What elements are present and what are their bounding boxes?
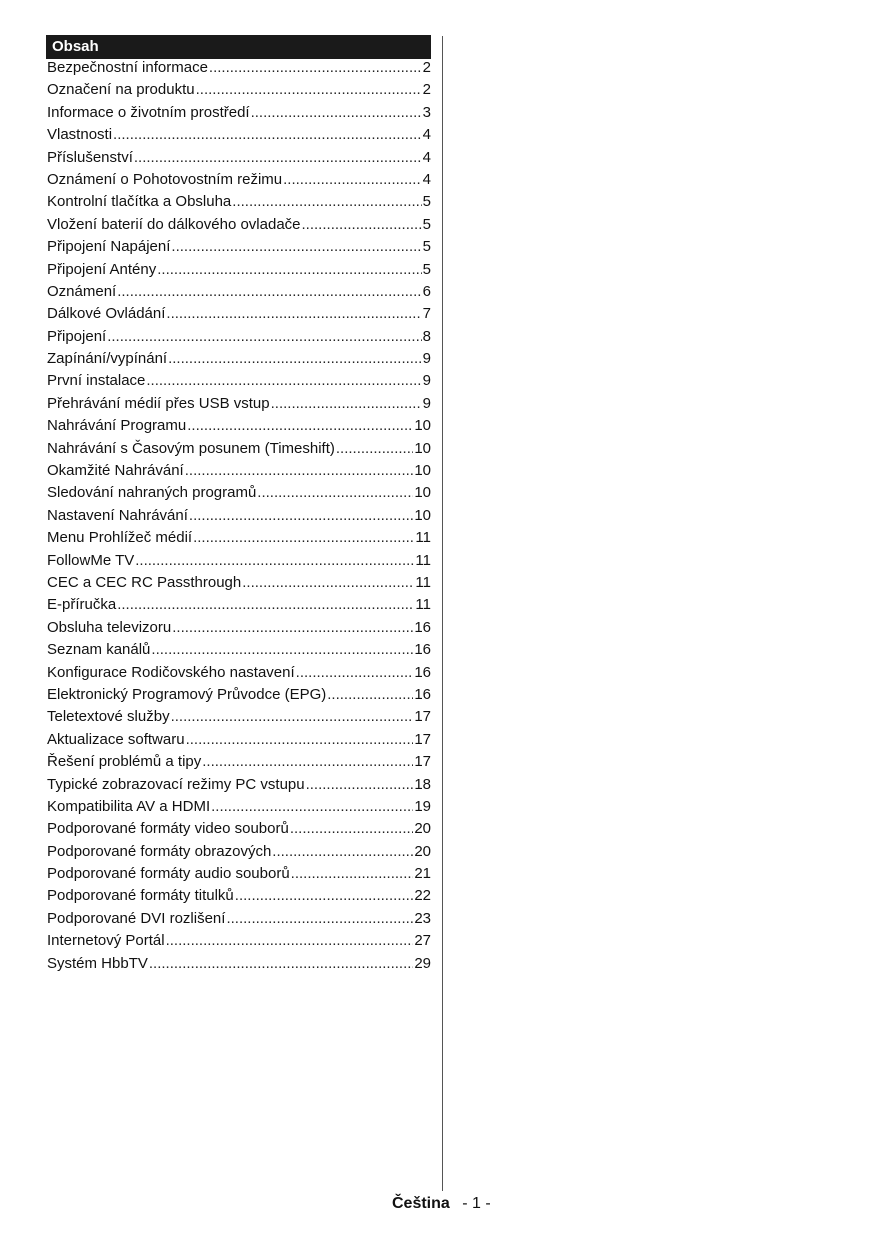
toc-dot-leader: [196, 81, 422, 98]
toc-entry-page: 27: [414, 932, 431, 950]
toc-entry-page: 5: [422, 238, 431, 256]
toc-entry[interactable]: [46, 776, 431, 798]
toc-entry-title: Informace o životním prostředí: [47, 103, 250, 121]
toc-entry-title: Seznam kanálů: [47, 641, 151, 659]
toc-entry-page: 17: [414, 730, 431, 748]
toc-entry-page: 20: [414, 842, 431, 860]
toc-dot-leader: [209, 59, 422, 76]
toc-entry-title: E-příručka: [47, 596, 117, 614]
toc-dot-leader: [336, 440, 413, 457]
toc-entry-page: 10: [414, 506, 431, 524]
toc-entry[interactable]: [46, 261, 431, 283]
toc-entry[interactable]: [46, 462, 431, 484]
toc-entry-page: 10: [414, 462, 431, 480]
toc-entry[interactable]: [46, 283, 431, 305]
toc-entry[interactable]: [46, 843, 431, 865]
toc-entry[interactable]: [46, 238, 431, 260]
toc-dot-leader: [186, 731, 414, 748]
toc-entry-page: 5: [422, 215, 431, 233]
toc-entry[interactable]: [46, 193, 431, 215]
toc-entry-title: Elektronický Programový Průvodce (EPG): [47, 685, 327, 703]
toc-dot-leader: [172, 619, 413, 636]
toc-dot-leader: [166, 932, 414, 949]
toc-dot-leader: [232, 193, 421, 210]
toc-dot-leader: [327, 686, 413, 703]
footer-language: Čeština: [392, 1195, 450, 1212]
toc-entry-title: Připojení Antény: [47, 260, 157, 278]
toc-entry-title: Podporované formáty video souborů: [47, 820, 289, 838]
toc-entry[interactable]: [46, 708, 431, 730]
toc-entry[interactable]: [46, 619, 431, 641]
toc-entry-title: Aktualizace softwaru: [47, 730, 185, 748]
toc-entry[interactable]: [46, 596, 431, 618]
toc-entry-page: 11: [415, 529, 431, 547]
toc-entry[interactable]: [46, 887, 431, 909]
toc-dot-leader: [117, 283, 421, 300]
toc-entry-page: 10: [414, 484, 431, 502]
column-divider: [442, 36, 443, 1191]
toc-entry[interactable]: [46, 104, 431, 126]
toc-entry-title: Nahrávání s Časovým posunem (Timeshift): [47, 439, 335, 457]
toc-entry-title: Systém HbbTV: [47, 954, 148, 972]
toc-dot-leader: [151, 641, 413, 658]
toc-entry-page: 7: [422, 305, 431, 323]
toc-entry-page: 9: [422, 394, 431, 412]
toc-entry[interactable]: [46, 440, 431, 462]
toc-entry-page: 16: [414, 663, 431, 681]
toc-entry-title: Konfigurace Rodičovského nastavení: [47, 663, 295, 681]
toc-entry[interactable]: [46, 820, 431, 842]
toc-entry-title: Podporované formáty titulků: [47, 887, 234, 905]
toc-entry-page: 9: [422, 350, 431, 368]
toc-dot-leader: [271, 395, 422, 412]
toc-entry[interactable]: [46, 686, 431, 708]
toc-entry-page: 8: [422, 327, 431, 345]
toc-entry-title: Teletextové služby: [47, 708, 170, 726]
toc-entry-page: 10: [414, 417, 431, 435]
toc-entry-title: Vložení baterií do dálkového ovladače: [47, 215, 301, 233]
toc-entry-title: FollowMe TV: [47, 551, 135, 569]
toc-entry-page: 4: [422, 126, 431, 144]
toc-dot-leader: [291, 865, 414, 882]
toc-entry-title: Přehrávání médií přes USB vstup: [47, 394, 270, 412]
toc-dot-leader: [257, 484, 413, 501]
toc-entry-title: Oznámení: [47, 282, 117, 300]
toc-dot-leader: [171, 708, 414, 725]
toc-dot-leader: [107, 328, 421, 345]
toc-entry[interactable]: [46, 216, 431, 238]
toc-entry[interactable]: [46, 641, 431, 663]
toc-dot-leader: [272, 843, 413, 860]
toc-dot-leader: [168, 350, 422, 367]
toc-dot-leader: [193, 529, 414, 546]
toc-entry-title: Sledování nahraných programů: [47, 484, 257, 502]
toc-entry-page: 23: [414, 909, 431, 927]
toc-entry[interactable]: [46, 484, 431, 506]
toc-entry-title: Oznámení o Pohotovostním režimu: [47, 170, 283, 188]
toc-entry[interactable]: [46, 350, 431, 372]
toc-entry-page: 17: [414, 708, 431, 726]
toc-entry-title: Vlastnosti: [47, 126, 113, 144]
toc-entry[interactable]: [46, 372, 431, 394]
toc-dot-leader: [135, 552, 414, 569]
toc-entry[interactable]: [46, 865, 431, 887]
toc-entry-page: 11: [415, 573, 431, 591]
toc-entry[interactable]: [46, 328, 431, 350]
page-footer: [392, 1195, 491, 1213]
toc-entry[interactable]: [46, 798, 431, 820]
toc-entry-title: Připojení Napájení: [47, 238, 171, 256]
toc-entry-page: 2: [422, 81, 431, 99]
toc-entry-title: Dálkové Ovládání: [47, 305, 166, 323]
toc-dot-leader: [171, 238, 421, 255]
toc-dot-leader: [242, 574, 414, 591]
toc-entry-title: CEC a CEC RC Passthrough: [47, 573, 242, 591]
toc-entry[interactable]: [46, 81, 431, 103]
toc-entry[interactable]: [46, 910, 431, 932]
toc-list: [46, 59, 431, 977]
toc-entry[interactable]: [46, 574, 431, 596]
toc-entry-title: Typické zobrazovací režimy PC vstupu: [47, 775, 305, 793]
toc-entry-page: 16: [414, 618, 431, 636]
toc-entry[interactable]: [46, 395, 431, 417]
toc-entry-title: Zapínání/vypínání: [47, 350, 168, 368]
toc-entry[interactable]: [46, 664, 431, 686]
toc-entry-title: Bezpečnostní informace: [47, 59, 208, 76]
toc-entry-page: 17: [414, 753, 431, 771]
toc-entry[interactable]: [46, 507, 431, 529]
toc-dot-leader: [113, 126, 422, 143]
toc-entry-title: Kompatibilita AV a HDMI: [47, 797, 211, 815]
toc-dot-leader: [226, 910, 413, 927]
toc-entry-page: 6: [422, 282, 431, 300]
toc-entry-title: Řešení problémů a tipy: [47, 753, 202, 771]
toc-entry[interactable]: [46, 955, 431, 977]
toc-entry-page: 16: [414, 685, 431, 703]
table-of-contents: [46, 35, 431, 977]
toc-entry-title: Příslušenství: [47, 148, 133, 166]
toc-dot-leader: [290, 820, 413, 837]
toc-entry-title: Menu Prohlížeč médií: [47, 529, 193, 547]
toc-entry-title: První instalace: [47, 372, 146, 390]
toc-entry-title: Podporované formáty audio souborů: [47, 865, 290, 883]
toc-dot-leader: [302, 216, 422, 233]
toc-dot-leader: [134, 149, 422, 166]
toc-entry-title: Připojení: [47, 327, 107, 345]
toc-entry[interactable]: [46, 753, 431, 775]
toc-dot-leader: [235, 887, 414, 904]
toc-entry-title: Nastavení Nahrávání: [47, 506, 188, 524]
toc-dot-leader: [211, 798, 413, 815]
toc-dot-leader: [166, 305, 421, 322]
toc-dot-leader: [296, 664, 414, 681]
toc-entry-page: 21: [414, 865, 431, 883]
toc-entry-title: Obsluha televizoru: [47, 618, 172, 636]
toc-entry[interactable]: [46, 731, 431, 753]
toc-entry-page: 16: [414, 641, 431, 659]
toc-dot-leader: [117, 596, 414, 613]
toc-entry-page: 4: [422, 170, 431, 188]
toc-entry-page: 5: [422, 193, 431, 211]
toc-entry-page: 4: [422, 148, 431, 166]
toc-entry[interactable]: [46, 59, 431, 81]
toc-entry-page: 11: [415, 596, 431, 614]
toc-entry-title: Internetový Portál: [47, 932, 165, 950]
toc-entry[interactable]: [46, 417, 431, 439]
toc-entry-title: Označení na produktu: [47, 81, 195, 99]
toc-entry-page: 5: [422, 260, 431, 278]
toc-entry-page: 19: [414, 797, 431, 815]
toc-entry-title: Nahrávání Programu: [47, 417, 187, 435]
toc-entry[interactable]: [46, 932, 431, 954]
toc-dot-leader: [189, 507, 413, 524]
toc-entry-title: Kontrolní tlačítka a Obsluha: [47, 193, 232, 211]
toc-dot-leader: [146, 372, 421, 389]
toc-dot-leader: [157, 261, 421, 278]
toc-dot-leader: [306, 776, 414, 793]
toc-title: Obsah: [46, 35, 431, 59]
toc-entry[interactable]: [46, 149, 431, 171]
toc-entry-page: 11: [415, 551, 431, 569]
footer-page-number: - 1 -: [462, 1195, 491, 1212]
toc-entry-page: 20: [414, 820, 431, 838]
toc-entry[interactable]: [46, 529, 431, 551]
toc-dot-leader: [149, 955, 413, 972]
toc-entry-title: Podporované DVI rozlišení: [47, 909, 226, 927]
toc-dot-leader: [185, 462, 414, 479]
toc-dot-leader: [187, 417, 413, 434]
toc-entry-page: 10: [414, 439, 431, 457]
toc-entry-title: Okamžité Nahrávání: [47, 462, 184, 480]
toc-entry-page: 9: [422, 372, 431, 390]
toc-entry[interactable]: [46, 552, 431, 574]
toc-entry[interactable]: [46, 126, 431, 148]
toc-entry[interactable]: [46, 171, 431, 193]
toc-entry-page: 3: [422, 103, 431, 121]
toc-entry-page: 22: [414, 887, 431, 905]
toc-dot-leader: [202, 753, 413, 770]
toc-entry-page: 2: [422, 59, 431, 76]
toc-dot-leader: [283, 171, 422, 188]
toc-dot-leader: [251, 104, 422, 121]
toc-entry[interactable]: [46, 305, 431, 327]
toc-entry-title: Podporované formáty obrazových: [47, 842, 272, 860]
toc-entry-page: 18: [414, 775, 431, 793]
toc-entry-page: 29: [414, 954, 431, 972]
